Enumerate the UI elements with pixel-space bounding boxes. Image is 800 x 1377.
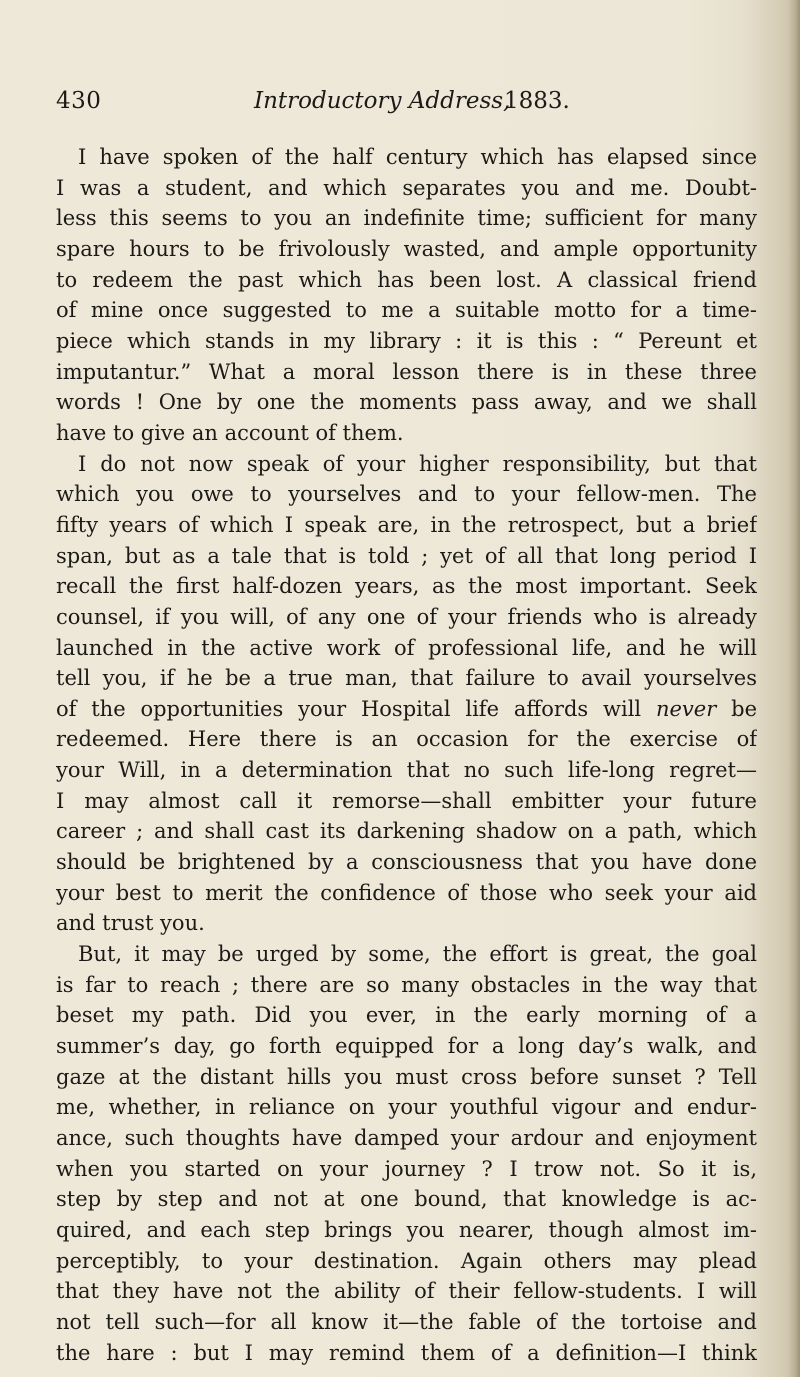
text-line: gaze at the distant hills you must cross before sunset ? Tell xyxy=(56,1064,757,1089)
text-segment: be xyxy=(731,696,757,721)
text-line: me, whether, in reliance on your youthful vigour and endur- xyxy=(56,1095,757,1120)
text-line: words ! One by one the moments pass away, and we shall xyxy=(56,390,757,415)
text-line: But, it may be urged by some, the effort is great, the goal xyxy=(78,942,757,967)
text-line: beset my path. Did you ever, in the early morning of a xyxy=(56,1003,757,1028)
text-line: counsel, if you will, of any one of your friends who is already xyxy=(56,604,757,629)
running-header xyxy=(56,88,756,122)
text-line: ance, such thoughts have damped your ardour and enjoyment xyxy=(56,1126,757,1150)
text-line: imputantur.” What a moral lesson there is in these three xyxy=(56,359,757,384)
text-line: fifty years of which I speak are, in the retrospect, but a brief xyxy=(56,512,757,537)
text-line: I do not now speak of your higher responsibility, but that xyxy=(78,451,757,476)
text-line: your Will, in a determination that no such life-long regret— xyxy=(56,758,757,783)
text-line: I may almost call it remorse—shall embitter your future xyxy=(56,788,757,813)
emphasis-never: never xyxy=(655,696,717,721)
page-edge-shadow xyxy=(788,0,800,1377)
text-line: summer’s day, go forth equipped for a long day’s walk, and xyxy=(56,1034,757,1059)
text-line: should be brightened by a consciousness that you have done xyxy=(56,850,757,875)
text-line: piece which stands in my library : it is this : “ Pereunt et xyxy=(56,328,757,353)
text-line: that they have not the ability of their fellow-students. I will xyxy=(56,1279,757,1304)
text-line-with-emphasis xyxy=(56,694,757,725)
text-line: the hare : but I may remind them of a definition—I think xyxy=(56,1340,757,1365)
text-line: redeemed. Here there is an occasion for the exercise of xyxy=(56,727,757,752)
text-line: career ; and shall cast its darkening shadow on a path, which xyxy=(56,819,757,844)
text-line: I was a student, and which separates you and me. Doubt- xyxy=(56,175,757,200)
text-line: which you owe to yourselves and to your fellow-men. The xyxy=(56,482,757,507)
text-line: less this seems to you an indefinite time; sufficient for many xyxy=(56,206,757,231)
text-line: and trust you. xyxy=(56,911,205,936)
text-line: of mine once suggested to me a suitable motto for a time- xyxy=(56,298,757,323)
body-text xyxy=(56,142,757,1368)
text-line: to redeem the past which has been lost. A classical friend xyxy=(56,267,757,292)
text-segment: of the opportunities your Hospital life affords will xyxy=(56,696,642,721)
text-line: perceptibly, to your destination. Again others may plead xyxy=(56,1248,757,1273)
text-line: quired, and each step brings you nearer, though almost im- xyxy=(56,1217,757,1242)
text-line: recall the first half-dozen years, as the most important. Seek xyxy=(56,574,757,599)
text-line: is far to reach ; there are so many obstacles in the way that xyxy=(56,972,757,997)
text-line: span, but as a tale that is told ; yet of all that long period I xyxy=(56,543,757,568)
text-line: your best to merit the confidence of those who seek your aid xyxy=(56,880,757,905)
text-line: spare hours to be frivolously wasted, and ample opportunity xyxy=(56,236,757,261)
text-line: when you started on your journey ? I trow not. So it is, xyxy=(56,1156,757,1181)
text-line: launched in the active work of professional life, and he will xyxy=(56,635,757,660)
running-title: Introductory Address, xyxy=(254,88,511,114)
text-line: have to give an account of them. xyxy=(56,420,404,445)
running-year: 1883. xyxy=(504,88,570,114)
text-line: step by step and not at one bound, that knowledge is ac- xyxy=(56,1187,757,1212)
text-line: tell you, if he be a true man, that failure to avail yourselves xyxy=(56,666,757,691)
page-number: 430 xyxy=(56,88,102,114)
text-line: not tell such—for all know it—the fable of the tortoise and xyxy=(56,1309,757,1334)
text-line: I have spoken of the half century which has elapsed since xyxy=(78,145,757,169)
